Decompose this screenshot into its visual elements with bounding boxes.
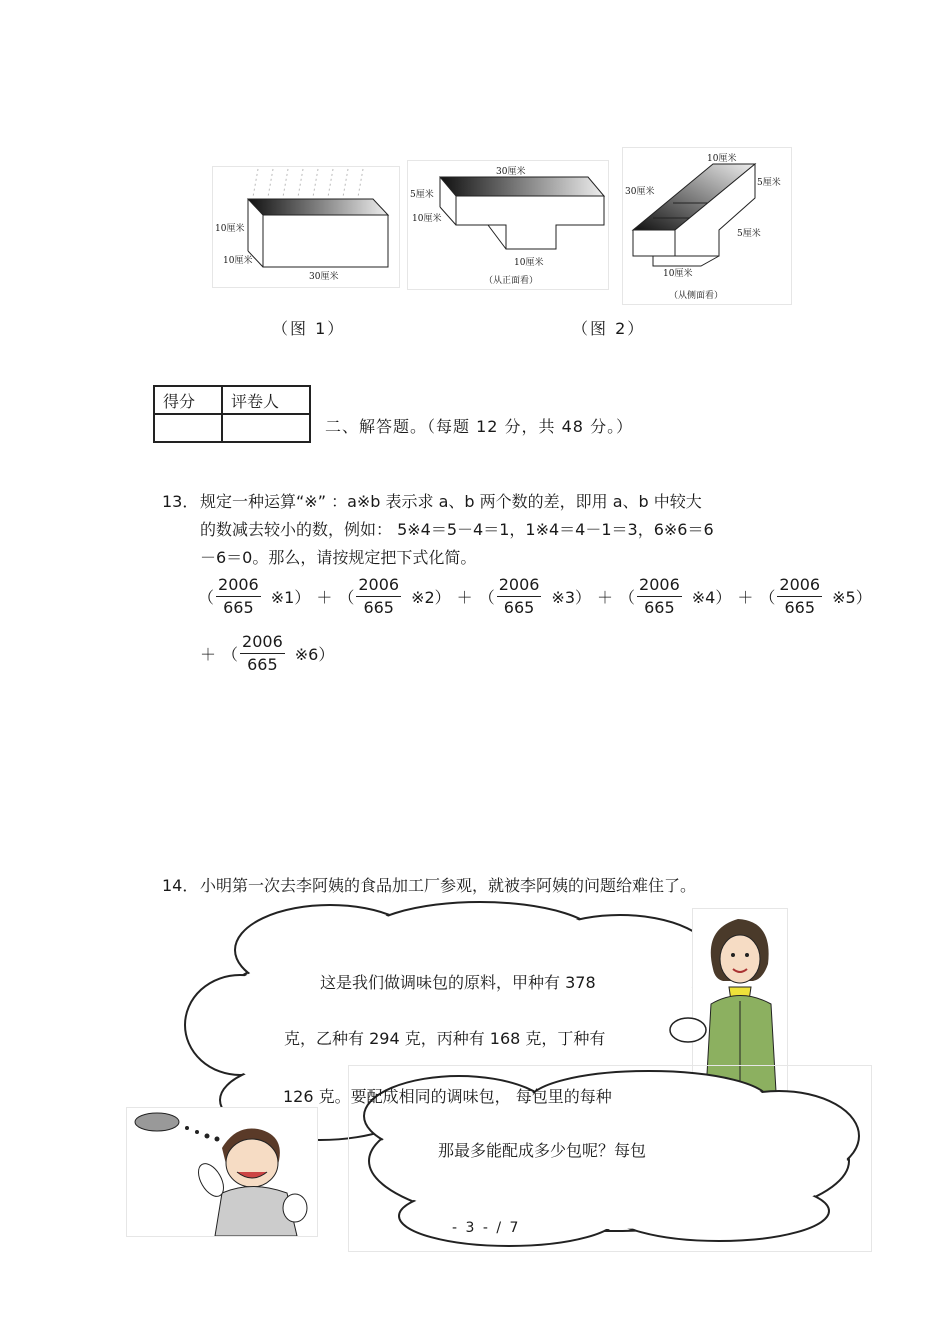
boy-drawing xyxy=(127,1108,317,1236)
fig1-dim-height: 10厘米 xyxy=(215,224,245,234)
fig2a-dim-left: 10厘米 xyxy=(412,214,442,224)
q13-expression-row-1 xyxy=(198,574,872,619)
plus-sign: ＋ xyxy=(737,588,754,607)
fig2a-dim-left-top: 5厘米 xyxy=(410,190,434,200)
fraction-numerator: 2006 xyxy=(356,574,401,597)
fig1-dim-depth: 10厘米 xyxy=(223,256,253,266)
fig2b-dim-top: 10厘米 xyxy=(707,154,737,164)
figure-1-label: （图 1） xyxy=(272,319,346,338)
fraction-denominator: 665 xyxy=(503,598,535,617)
fraction-denominator: 665 xyxy=(223,598,254,617)
fig1-dim-length: 30厘米 xyxy=(309,272,339,282)
fig2a-dim-bottom: 10厘米 xyxy=(514,258,544,268)
bubble-line-1: 这是我们做调味包的原料，甲种有 378 xyxy=(320,973,596,992)
term-2: ※2） xyxy=(411,588,451,607)
q13-line-1: 规定一种运算“※” ：a※b 表示求 a、b 两个数的差，即用 a、b 中较大 xyxy=(200,492,702,511)
bubble-line-2: 克，乙种有 294 克，丙种有 168 克，丁种有 xyxy=(284,1029,606,1048)
fig2b-dim-right: 5厘米 xyxy=(737,229,761,239)
rain-lines xyxy=(253,169,363,197)
fig2a-dim-top: 30厘米 xyxy=(496,167,526,177)
figure-1 xyxy=(212,166,400,288)
fig2b-dim-bottom: 10厘米 xyxy=(663,269,693,279)
fraction-numerator: 2006 xyxy=(777,574,822,597)
term-4: ※4） xyxy=(691,588,732,607)
fig2b-dim-left: 30厘米 xyxy=(625,187,655,197)
fraction xyxy=(497,574,542,619)
q13-line-2: 的数减去较小的数，例如： 5※4＝5－4＝1，1※4＝4－1＝3，6※6＝6 xyxy=(200,520,714,539)
open-paren: （ xyxy=(478,588,495,607)
fig2a-caption: （从正面看） xyxy=(484,276,539,286)
fraction-numerator: 2006 xyxy=(637,574,682,597)
figure-2-front xyxy=(407,160,609,290)
page-number: - 3 - / 7 xyxy=(452,1220,521,1236)
open-paren: （ xyxy=(222,645,239,664)
open-paren: （ xyxy=(619,588,636,607)
fraction xyxy=(240,631,285,676)
fraction-denominator: 665 xyxy=(247,655,278,674)
q14-text: 小明第一次去李阿姨的食品加工厂参观，就被李阿姨的问题给难住了。 xyxy=(200,876,697,895)
score-table xyxy=(153,385,311,443)
thought-bubble-small xyxy=(668,1014,708,1046)
fraction-numerator: 2006 xyxy=(240,631,285,654)
bubble-line-4: 那最多能配成多少包呢？每包 xyxy=(438,1141,647,1160)
plus-sign: ＋ xyxy=(200,645,217,664)
boy-illustration xyxy=(126,1107,318,1237)
term-3: ※3） xyxy=(551,588,592,607)
score-header: 得分 xyxy=(154,386,222,414)
figure-2-front-drawing xyxy=(408,161,608,289)
q13-line-3: －6＝0。那么，请按规定把下式化简。 xyxy=(200,548,477,567)
fraction xyxy=(216,574,261,619)
fraction xyxy=(777,574,822,619)
fraction xyxy=(356,574,401,619)
bubble-line-3: 126 克。要配成相同的调味包， 每包里的每种 xyxy=(283,1087,612,1106)
figure-2-label: （图 2） xyxy=(572,319,646,338)
fig2b-caption: （从侧面看） xyxy=(669,291,724,301)
fraction xyxy=(637,574,682,619)
grader-cell[interactable] xyxy=(222,414,310,442)
open-paren: （ xyxy=(759,588,776,607)
fraction-numerator: 2006 xyxy=(497,574,542,597)
fraction-denominator: 665 xyxy=(784,598,816,617)
q14-number: 14． xyxy=(162,876,199,895)
fraction-numerator: 2006 xyxy=(216,574,261,597)
term-6: ※6） xyxy=(294,645,335,664)
open-paren: （ xyxy=(338,588,355,607)
fig2b-dim-right-top: 5厘米 xyxy=(757,178,781,188)
term-1: ※1） xyxy=(270,588,311,607)
score-cell[interactable] xyxy=(154,414,222,442)
section-title: 二、解答题。（每题 12 分，共 48 分。） xyxy=(325,417,634,436)
open-paren: （ xyxy=(198,588,215,607)
plus-sign: ＋ xyxy=(597,588,614,607)
grader-header: 评卷人 xyxy=(222,386,310,414)
fraction-denominator: 665 xyxy=(363,598,394,617)
figure-2-side-drawing xyxy=(623,148,791,304)
term-5: ※5） xyxy=(832,588,872,607)
figure-2-side xyxy=(622,147,792,305)
fraction-denominator: 665 xyxy=(644,598,675,617)
q13-expression-row-2 xyxy=(200,631,334,676)
plus-sign: ＋ xyxy=(456,588,473,607)
q13-number: 13． xyxy=(162,492,199,511)
plus-sign: ＋ xyxy=(316,588,333,607)
